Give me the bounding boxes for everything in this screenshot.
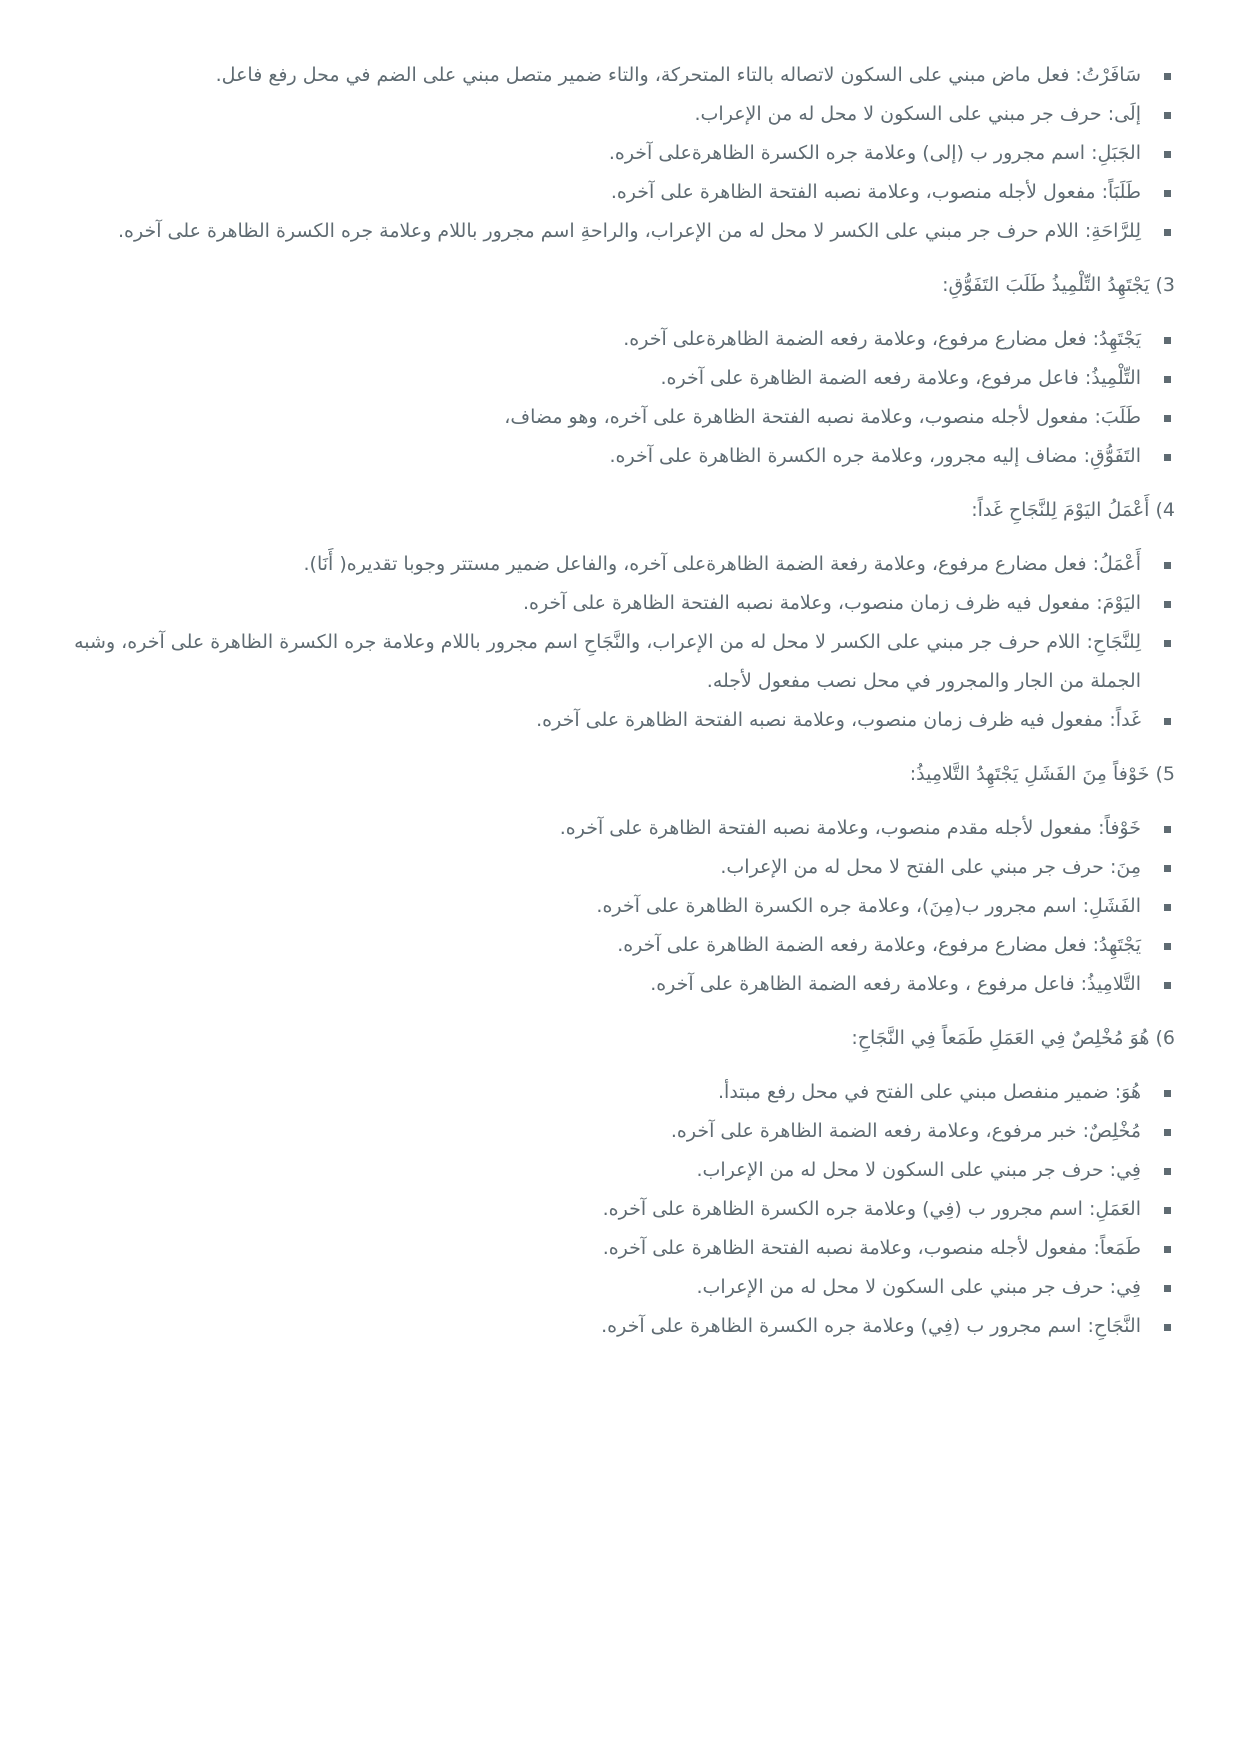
list-item: أَعْمَلُ: فعل مضارع مرفوع، وعلامة رفعة الضمة الظاهرةعلى آخره، والفاعل ضمير مستتر وجوبا تقديره( أَنَا). — [60, 545, 1175, 584]
sentence-heading-4: 4) أَعْمَلُ اليَوْمَ لِلنَّجَاحِ غَداً: — [971, 499, 1175, 521]
list-item: التَّلامِيذُ: فاعل مرفوع ، وعلامة رفعه الضمة الظاهرة على آخره. — [60, 965, 1175, 1004]
list-section-2-continued — [60, 56, 1175, 251]
list-item: خَوْفاً: مفعول لأجله مقدم منصوب، وعلامة نصبه الفتحة الظاهرة على آخره. — [60, 809, 1175, 848]
document-content — [60, 56, 1175, 1346]
sentence-heading-5: 5) خَوْفاً مِنَ الفَشَلِ يَجْتَهِدُ التَّلامِيذُ: — [909, 763, 1175, 785]
list-section-5 — [60, 809, 1175, 1004]
sentence-heading-6: 6) هُوَ مُخْلِصٌ فِي العَمَلِ طَمَعاً فِي النَّجَاحِ: — [851, 1027, 1175, 1049]
list-item: التِّلْمِيذُ: فاعل مرفوع، وعلامة رفعه الضمة الظاهرة على آخره. — [60, 359, 1175, 398]
list-item: مِنَ: حرف جر مبني على الفتح لا محل له من الإعراب. — [60, 848, 1175, 887]
list-item: يَجْتَهِدُ: فعل مضارع مرفوع، وعلامة رفعه الضمة الظاهرة على آخره. — [60, 926, 1175, 965]
list-item: إلَى: حرف جر مبني على السكون لا محل له من الإعراب. — [60, 95, 1175, 134]
list-section-3 — [60, 320, 1175, 476]
list-item: فِي: حرف جر مبني على السكون لا محل له من الإعراب. — [60, 1268, 1175, 1307]
list-item: فِي: حرف جر مبني على السكون لا محل له من الإعراب. — [60, 1151, 1175, 1190]
list-item: الفَشَلِ: اسم مجرور ب(مِنَ)، وعلامة جره الكسرة الظاهرة على آخره. — [60, 887, 1175, 926]
list-item: طَلَبَاً: مفعول لأجله منصوب، وعلامة نصبه الفتحة الظاهرة على آخره. — [60, 173, 1175, 212]
list-section-6 — [60, 1073, 1175, 1346]
list-item: سَافَرْتُ: فعل ماض مبني على السكون لاتصاله بالتاء المتحركة، والتاء ضمير متصل مبني على الضم في محل رفع فاعل. — [60, 56, 1175, 95]
sentence-heading-3: 3) يَجْتَهِدُ التِّلْمِيذُ طَلَبَ التَفَوُّقِ: — [942, 274, 1175, 296]
list-item: لِلرَّاحَةِ: اللام حرف جر مبني على الكسر لا محل له من الإعراب، والراحةِ اسم مجرور باللام وعلامة جره الكسرة الظاهرة على آخره. — [60, 212, 1175, 251]
list-item: لِلنَّجَاحِ: اللام حرف جر مبني على الكسر لا محل له من الإعراب، والنَّجَاحِ اسم مجرور باللام وعلامة جره الكسرة الظاهرة على آخره، وشبه الجملة من الجار والمجرور في محل نصب مفعول لأجله. — [60, 623, 1175, 701]
list-item: طَلَبَ: مفعول لأجله منصوب، وعلامة نصبه الفتحة الظاهرة على آخره، وهو مضاف، — [60, 398, 1175, 437]
list-item: هُوَ: ضمير منفصل مبني على الفتح في محل رفع مبتدأ. — [60, 1073, 1175, 1112]
list-item: النَّجَاحِ: اسم مجرور ب (فِي) وعلامة جره الكسرة الظاهرة على آخره. — [60, 1307, 1175, 1346]
list-item: طَمَعاً: مفعول لأجله منصوب، وعلامة نصبه الفتحة الظاهرة على آخره. — [60, 1229, 1175, 1268]
list-item: مُخْلِصٌ: خبر مرفوع، وعلامة رفعه الضمة الظاهرة على آخره. — [60, 1112, 1175, 1151]
list-item: يَجْتَهِدُ: فعل مضارع مرفوع، وعلامة رفعه الضمة الظاهرةعلى آخره. — [60, 320, 1175, 359]
list-item: العَمَلِ: اسم مجرور ب (فِي) وعلامة جره الكسرة الظاهرة على آخره. — [60, 1190, 1175, 1229]
list-item: اليَوْمَ: مفعول فيه ظرف زمان منصوب، وعلامة نصبه الفتحة الظاهرة على آخره. — [60, 584, 1175, 623]
list-section-4 — [60, 545, 1175, 740]
list-item: الجَبَلِ: اسم مجرور ب (إلى) وعلامة جره الكسرة الظاهرةعلى آخره. — [60, 134, 1175, 173]
list-item: غَداً: مفعول فيه ظرف زمان منصوب، وعلامة نصبه الفتحة الظاهرة على آخره. — [60, 701, 1175, 740]
list-item: التَفَوُّقِ: مضاف إليه مجرور، وعلامة جره الكسرة الظاهرة على آخره. — [60, 437, 1175, 476]
